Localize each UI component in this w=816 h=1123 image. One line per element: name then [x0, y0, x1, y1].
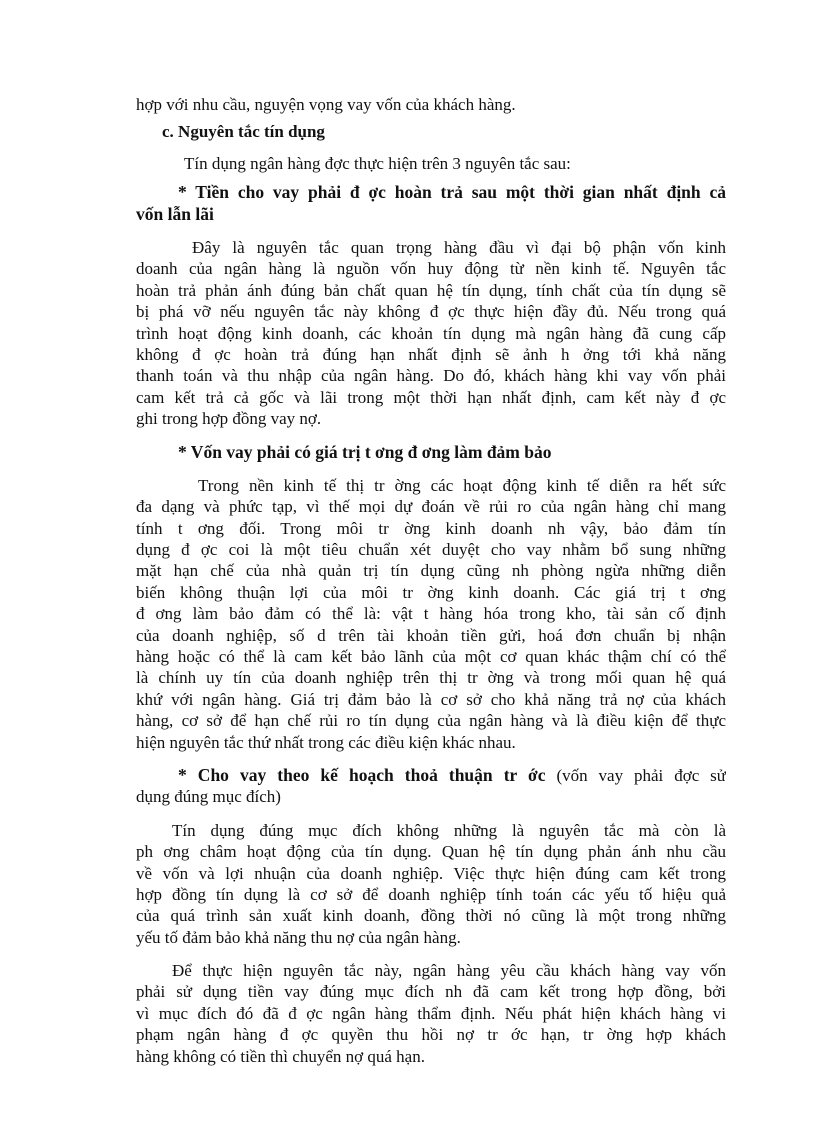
- text-line: thanh toán và thu nhập của ngân hàng. Do đó, khách hàng khi vay vốn phải: [136, 366, 726, 386]
- text-line: khứ với ngân hàng. Giá trị đảm bảo là cơ sở cho khả năng trả nợ của khách: [136, 689, 726, 709]
- text-line: của doanh nghiệp, số d trên tài khoản tiền gửi, hoá đơn chuẩn bị nhận: [136, 625, 726, 645]
- text-line: không đ ợc hoàn trả đúng hạn nhất định sẽ ảnh h ởng tới khả năng: [136, 344, 726, 364]
- continuation-line: hợp với nhu cầu, nguyện vọng vay vốn của khách hàng.: [136, 95, 516, 114]
- text-line: bị phá vỡ nếu nguyên tắc này không đ ợc thực hiện đầy đủ. Nếu trong quá: [136, 302, 726, 322]
- principle-heading-line: vốn lẫn lãi: [136, 203, 214, 224]
- text-line: đ ơng làm bảo đảm có thể là: vật t hàng hóa trong kho, tài sản cố định: [136, 604, 726, 624]
- text-line: Trong nền kinh tế thị tr ờng các hoạt động kinh tế diễn ra hết sức: [198, 475, 726, 495]
- principle-heading-line: [136, 765, 726, 786]
- text-line: mặt hạn chế của nhà quản trị tín dụng cũng nh phòng ngừa những diễn: [136, 561, 726, 581]
- principle-heading-line: * Tiền cho vay phải đ ợc hoàn trả sau một thời gian nhất định cả: [178, 182, 726, 203]
- principle-3-heading-bold: * Cho vay theo kế hoạch thoả thuận tr ớc: [178, 764, 546, 785]
- text-line: Để thực hiện nguyên tắc này, ngân hàng yêu cầu khách hàng vay vốn: [172, 961, 726, 981]
- text-line: vì mục đích đó đã đ ợc ngân hàng thẩm định. Nếu phát hiện khách hàng vi: [136, 1003, 726, 1023]
- text-line: doanh của ngân hàng là nguồn vốn huy động từ nền kinh tế. Nguyên tắc: [136, 259, 726, 279]
- text-line: biến không thuận lợi của môi tr ờng kinh doanh. Các giá trị t ơng: [136, 582, 726, 602]
- principle-3-heading: [136, 765, 726, 808]
- text-line: hợp đồng tín dụng là cơ sở để doanh nghiệp tính toán các yếu tố hiệu quả: [136, 884, 726, 904]
- text-line: đa dạng và phức tạp, vì thế mọi dự đoán về rủi ro của ngân hàng chỉ mang: [136, 497, 726, 517]
- text-line: Tín dụng đúng mục đích không những là nguyên tắc mà còn là: [172, 820, 726, 840]
- principle-3-paragraph: [136, 820, 726, 948]
- text-line: hàng không có tiền thì chuyển nợ quá hạn.: [136, 1046, 425, 1066]
- principle-2-paragraph: [136, 475, 726, 753]
- principle-1-heading: [136, 182, 726, 225]
- principle-2-heading: * Vốn vay phải có giá trị t ơng đ ơng làm đảm bảo: [178, 441, 552, 462]
- text-line: Đây là nguyên tắc quan trọng hàng đầu vì đại bộ phận vốn kinh: [192, 237, 726, 257]
- text-line: của quá trình sản xuất kinh doanh, đồng thời nó cũng là một trong những: [136, 906, 726, 926]
- text-line: về vốn và lợi nhuận của doanh nghiệp. Việc thực hiện đúng cam kết trong: [136, 863, 726, 883]
- text-line: phạm ngân hàng đ ợc quyền thu hồi nợ tr ớc hạn, tr ờng hợp khách: [136, 1025, 726, 1045]
- text-line: ghi trong hợp đồng vay nợ.: [136, 409, 322, 429]
- text-line: là chính uy tín của doanh nghiệp trên thị tr ờng và trong mối quan hệ quá: [136, 668, 726, 688]
- text-line: hiện nguyên tắc thứ nhất trong các điều kiện khác nhau.: [136, 732, 516, 752]
- section-heading: c. Nguyên tắc tín dụng: [162, 122, 325, 142]
- text-line: dụng đ ợc coi là một tiêu chuẩn xét duyệt cho vay nhằm bổ sung những: [136, 540, 726, 560]
- text-line: trình hoạt động kinh doanh, các khoản tín dụng mà ngân hàng đã cung cấp: [136, 323, 726, 343]
- principle-3-heading-note: (vốn vay phải đợc sử: [556, 765, 726, 785]
- principle-1-paragraph: [136, 237, 726, 430]
- document-body: [136, 94, 726, 1067]
- intro-paragraph: Tín dụng ngân hàng đợc thực hiện trên 3 nguyên tắc sau:: [184, 153, 571, 173]
- text-line: cam kết trả cả gốc và lãi trong một thời hạn nhất định, cam kết này đ ợc: [136, 387, 726, 407]
- text-line: hàng hoặc có thể là cam kết bảo lãnh của một cơ quan khác thậm chí có thể: [136, 647, 726, 667]
- text-line: tính t ơng đối. Trong môi tr ờng kinh doanh nh vậy, bảo đảm tín: [136, 518, 726, 538]
- text-line: phải sử dụng tiền vay đúng mục đích nh đã cam kết trong hợp đồng, bởi: [136, 982, 726, 1002]
- text-line: hàng, cơ sở để hạn chế rủi ro tín dụng của ngân hàng và là điều kiện để thực: [136, 711, 726, 731]
- text-line: ph ơng châm hoạt động của tín dụng. Quan hệ tín dụng phản ánh nhu cầu: [136, 842, 726, 862]
- text-line: hoàn trả phản ánh đúng bản chất quan hệ tín dụng, tính chất của tín dụng sẽ: [136, 280, 726, 300]
- principle-heading-line: dụng đúng mục đích): [136, 787, 281, 807]
- text-line: yếu tố đảm bảo khả năng thu nợ của ngân hàng.: [136, 927, 461, 947]
- principle-3-paragraph-2: [136, 960, 726, 1067]
